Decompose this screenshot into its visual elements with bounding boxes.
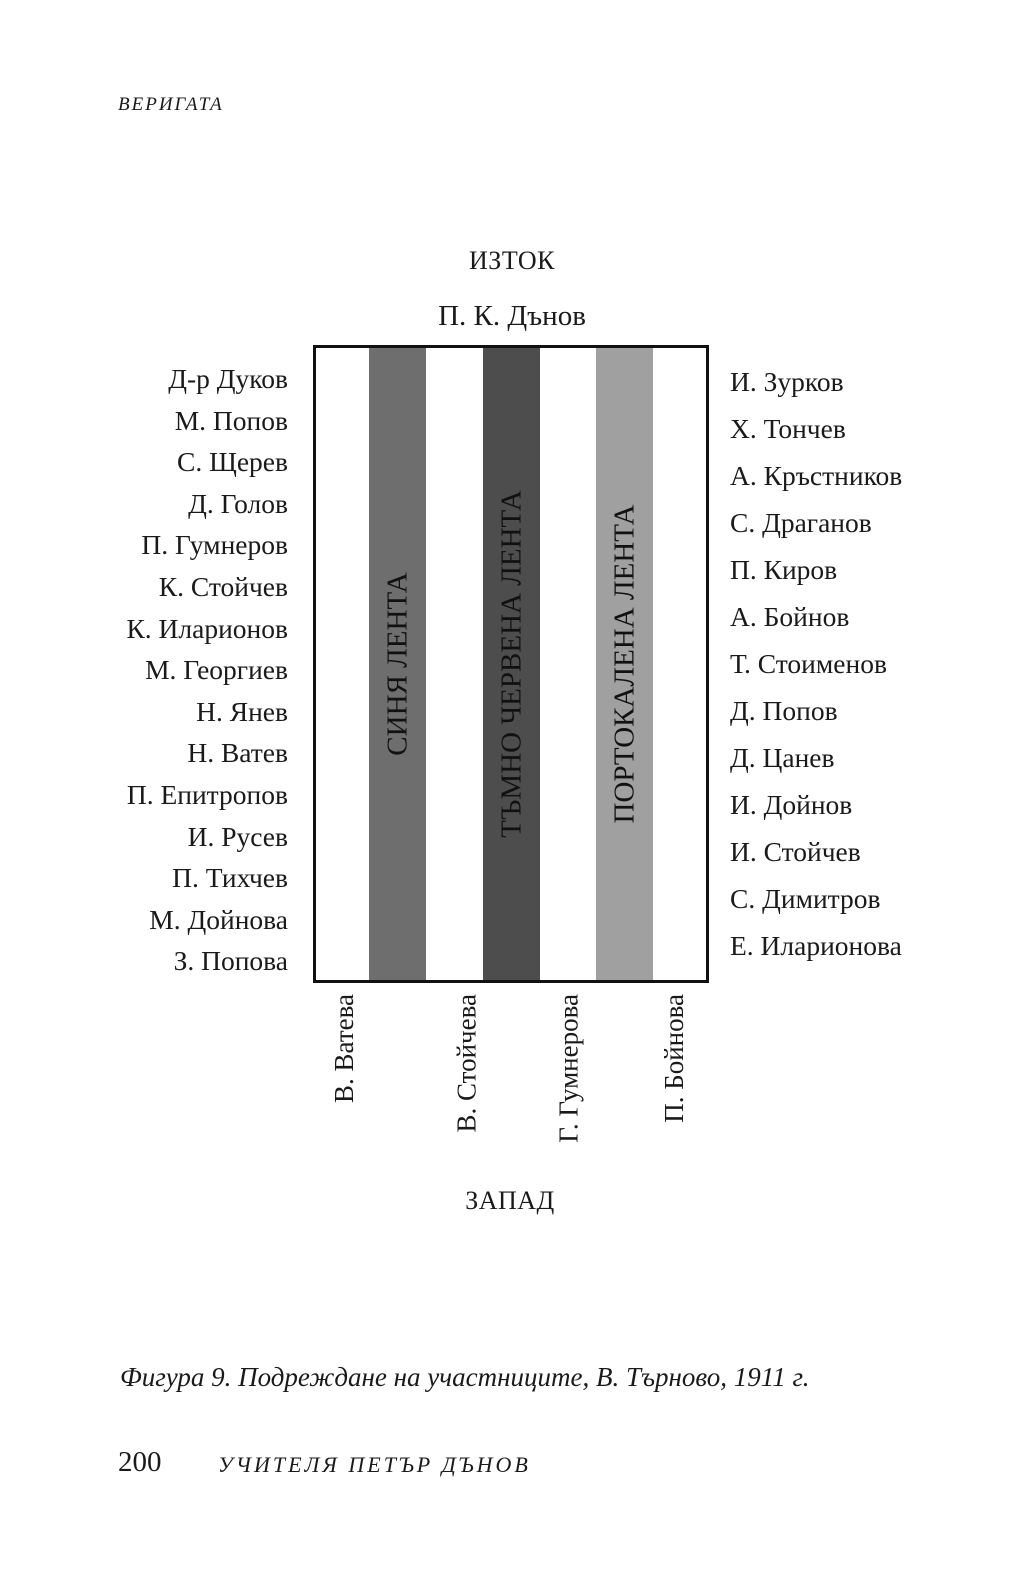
participant-name: Т. Стоименов [730,648,887,679]
participant-name: П. Киров [730,554,838,585]
ribbon-label: ТЪМНО ЧЕРВЕНА ЛЕНТА [495,490,527,838]
participant-name: Д. Голов [188,487,288,519]
participant-name: Х. Тончев [730,413,846,444]
participant-name: С. Щерев [177,446,288,478]
left-names-list [126,358,288,982]
bottom-name [545,994,585,1174]
participant-name: С. Драганов [730,507,872,538]
participant-name: Д-р Дуков [168,363,288,394]
bottom-name [320,994,360,1174]
ribbon-blue [369,348,426,980]
bottom-name-label: Г. Гумнерова [554,994,584,1143]
ribbon-label: ПОРТОКАЛЕНА ЛЕНТА [608,504,640,824]
participant-name: М. Дойнова [149,903,288,935]
top-participant-name: П. К. Дънов [438,300,586,332]
participant-name: Н. Янев [196,695,288,727]
participant-name: К. Иларионов [126,612,288,644]
participant-name: Д. Попов [730,695,838,726]
ribbon-dark-red [483,348,540,980]
participant-name: Е. Иларионова [730,930,902,961]
participant-name: И. Дойнов [730,789,853,820]
participant-name: З. Попова [173,945,288,977]
bottom-name [650,994,690,1174]
participant-name: П. Епитропов [126,778,288,810]
ribbon-orange [596,348,653,980]
bottom-name-label: В. Ватева [329,994,359,1103]
participant-name: А. Кръстников [730,460,903,491]
bottom-name-label: П. Бойнова [659,994,689,1123]
participant-name: Д. Цанев [730,742,835,773]
participant-name: К. Стойчев [158,570,288,602]
participant-name: А. Бойнов [730,601,850,632]
participant-name: С. Димитров [730,883,881,914]
participant-name: И. Русев [187,820,288,852]
bottom-name-label: В. Стойчева [451,994,481,1133]
participant-name: И. Зурков [730,366,844,397]
figure-caption: Фигура 9. Подреждане на участниците, В. Търново, 1911 г. [120,1362,810,1392]
right-names-list [730,358,902,969]
participant-name: П. Гумнеров [141,529,288,561]
participant-name: И. Стойчев [730,836,861,867]
seating-frame [313,345,709,983]
participant-name: П. Тихчев [172,862,288,894]
page-number: 200 [118,1446,162,1478]
west-label: ЗАПАД [465,1186,555,1215]
ribbon-label: СИНЯ ЛЕНТА [381,572,413,756]
participant-name: Н. Ватев [187,737,288,769]
running-footer-title: УЧИТЕЛЯ ПЕТЪР ДЪНОВ [218,1452,531,1477]
running-header: ВЕРИГАТА [118,94,224,115]
east-label: ИЗТОК [469,246,555,275]
bottom-name [442,994,482,1174]
participant-name: М. Попов [174,404,288,436]
participant-name: М. Георгиев [145,654,288,686]
